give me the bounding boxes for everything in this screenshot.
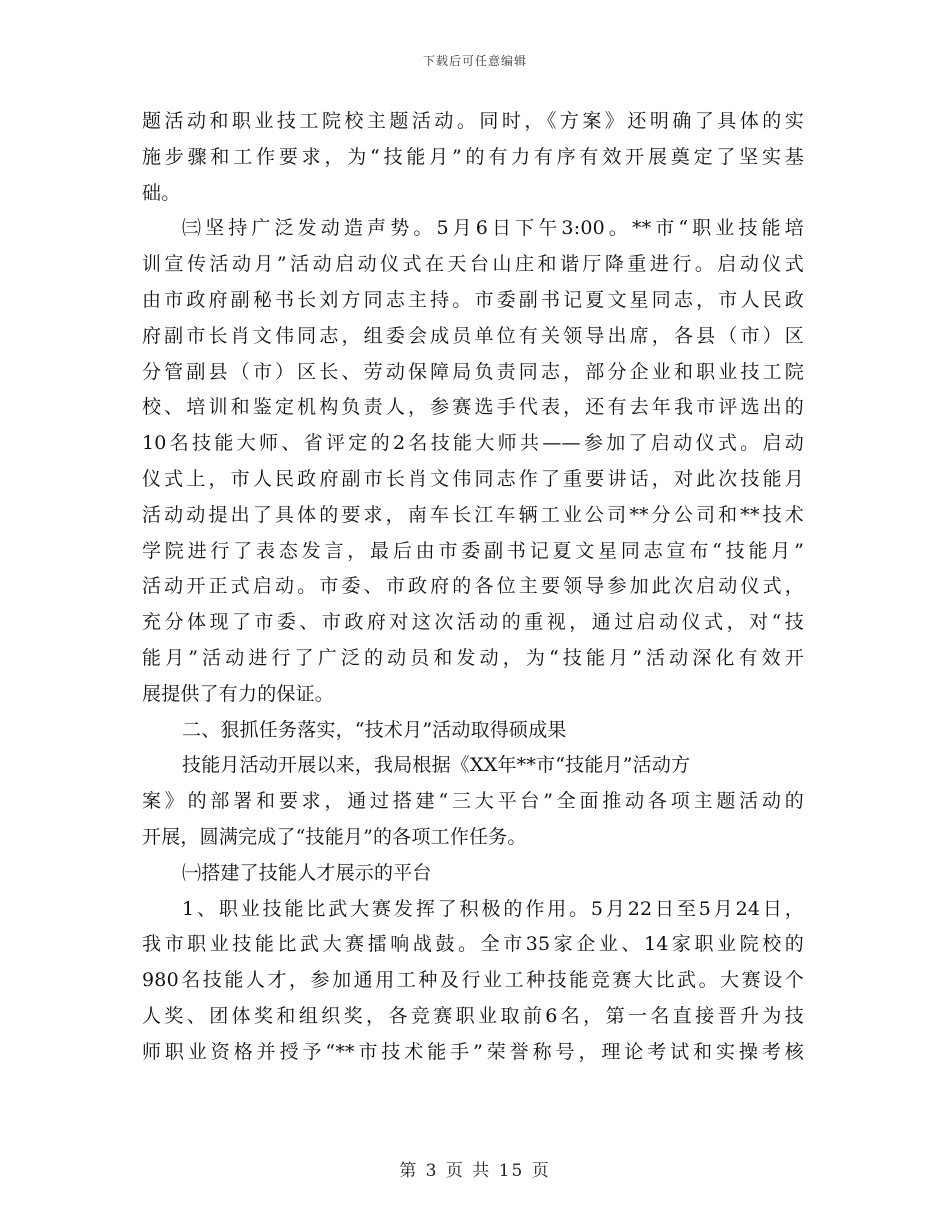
subsection-heading: ㈠搭建了技能人才展示的平台 xyxy=(182,861,432,884)
page-footer: 第 3 页 共 15 页 xyxy=(399,1161,551,1181)
body-line: 活动动提出了具体的要求，南车长江车辆工业公司**分公司和**技术 xyxy=(142,503,804,526)
body-line: 训宣传活动月”活动启动仪式在天台山庄和谐厅降重进行。启动仪式 xyxy=(142,253,804,276)
body-line: 人奖、团体奖和组织奖，各竞赛职业取前6名，第一名直接晋升为技 xyxy=(142,1004,804,1027)
body-line: 师职业资格并授予“**市技术能手”荣誉称号，理论考试和实操考核 xyxy=(142,1040,804,1063)
body-line: 我市职业技能比武大赛擂响战鼓。全市35家企业、14家职业院校的 xyxy=(142,933,804,956)
body-line: 校、培训和鉴定机构负责人，参赛选手代表，还有去年我市评选出的 xyxy=(142,396,804,419)
body-line: 980名技能人才，参加通用工种及行业工种技能竞赛大比武。大赛设个 xyxy=(142,969,804,992)
body-line: 活动开正式启动。市委、市政府的各位主要领导参加此次启动仪式， xyxy=(142,575,804,598)
body-line: 开展，圆满完成了“技能月”的各项工作任务。 xyxy=(142,825,527,848)
body-line: 案》的部署和要求，通过搭建“三大平台”全面推动各项主题活动的 xyxy=(142,790,804,813)
body-line: 1、职业技能比武大赛发挥了积极的作用。5月22日至5月24日， xyxy=(182,897,804,920)
body-line: 府副市长肖文伟同志，组委会成员单位有关领导出席，各县（市）区 xyxy=(142,324,804,347)
body-line: 学院进行了表态发言，最后由市委副书记夏文星同志宣布“技能月” xyxy=(142,539,804,562)
body-line: 分管副县（市）区长、劳动保障局负责同志，部分企业和职业技工院 xyxy=(142,360,804,383)
body-line: 展提供了有力的保证。 xyxy=(142,682,335,705)
document-body xyxy=(142,104,804,1071)
body-line: 10名技能大师、省评定的2名技能大师共——参加了启动仪式。启动 xyxy=(142,432,804,455)
body-line: ㈢坚持广泛发动造声势。5月6日下午3:00。**市“职业技能培 xyxy=(182,217,804,240)
body-line: 充分体现了市委、市政府对这次活动的重视，通过启动仪式，对“技 xyxy=(142,611,804,634)
page-header: 下载后可任意编辑 xyxy=(422,54,527,68)
body-line: 仪式上，市人民政府副市长肖文伟同志作了重要讲话，对此次技能月 xyxy=(142,467,804,490)
body-line: 由市政府副秘书长刘方同志主持。市委副书记夏文星同志，市人民政 xyxy=(142,288,804,311)
body-line: 能月”活动进行了广泛的动员和发动，为“技能月”活动深化有效开 xyxy=(142,646,804,669)
body-line: 技能月活动开展以来，我局根据《XX年**市“技能月”活动方 xyxy=(182,754,691,777)
section-heading: 二、狠抓任务落实，“技术月”活动取得硕成果 xyxy=(182,718,567,741)
body-line: 础。 xyxy=(142,181,181,204)
body-line: 施步骤和工作要求，为“技能月”的有力有序有效开展奠定了坚实基 xyxy=(142,145,804,168)
body-line: 题活动和职业技工院校主题活动。同时，《方案》还明确了具体的实 xyxy=(142,110,804,132)
